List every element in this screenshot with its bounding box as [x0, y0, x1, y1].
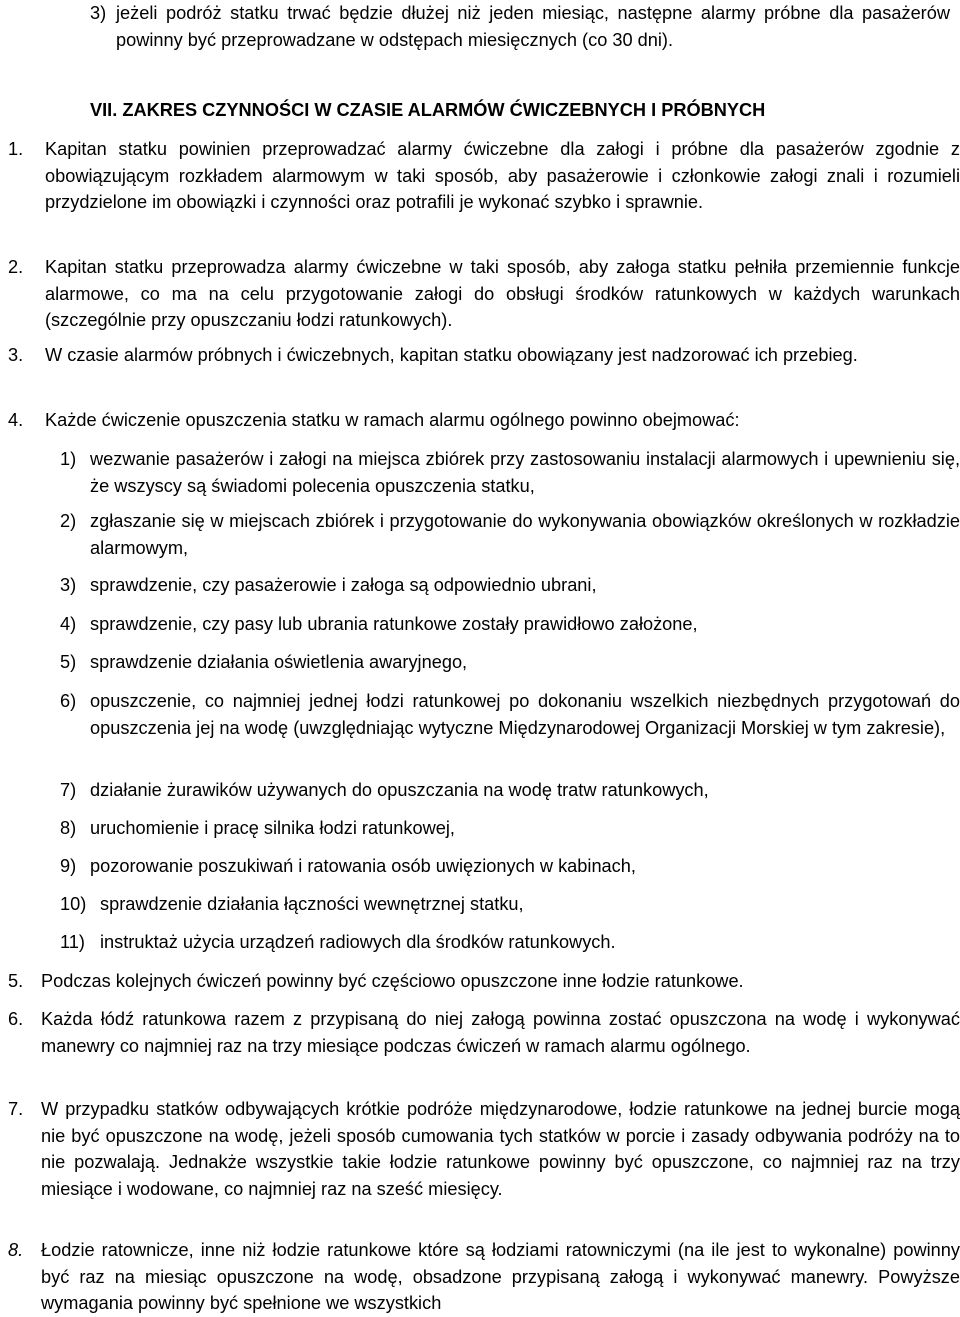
intro-text: jeżeli podróż statku trwać będzie dłużej niż jeden miesiąc, następne alarmy próbne dla pasażerów powinny być przeprowadzane w odstępach miesięcznych (co 30 dni).	[116, 3, 950, 50]
subitem-text: instruktaż użycia urządzeń radiowych dla środków ratunkowych.	[100, 932, 616, 952]
subitem-text: sprawdzenie działania łączności wewnętrznej statku,	[100, 894, 524, 914]
point-text: Każda łódź ratunkowa razem z przypisaną do niej załogą powinna zostać opuszczona na wodę i wykonywać manewry co najmniej raz na trzy miesiące podczas ćwiczeń w ramach alarmu ogólnego.	[41, 1009, 960, 1056]
subitem-text: sprawdzenie, czy pasażerowie i załoga są odpowiednio ubrani,	[90, 575, 597, 595]
subitem-number: 1)	[60, 449, 77, 469]
subitem-8	[60, 815, 960, 842]
subitem-text: wezwanie pasażerów i załogi na miejsca zbiórek przy zastosowaniu instalacji alarmowych i upewnieniu się, że wszyscy są świadomi polecenia opuszczenia statku,	[90, 449, 960, 496]
subitem-5	[60, 649, 960, 676]
subitem-number: 3)	[60, 575, 77, 595]
point-1	[8, 136, 960, 216]
subitem-9	[60, 853, 960, 880]
subitem-3	[60, 572, 960, 599]
point-text: Kapitan statku powinien przeprowadzać alarmy ćwiczebne dla załogi i próbne dla pasażerów zgodnie z obowiązującym rozkładem alarmowym w taki sposób, aby pasażerowie i członkowie załogi znali i rozumieli przydzielone im obowiązki i czynności oraz potrafili je wykonać szybko i sprawnie.	[45, 139, 960, 212]
subitem-number: 10)	[60, 894, 87, 914]
subitem-text: pozorowanie poszukiwań i ratowania osób uwięzionych w kabinach,	[90, 856, 636, 876]
subitem-text: sprawdzenie, czy pasy lub ubrania ratunkowe zostały prawidłowo założone,	[90, 614, 698, 634]
point-number: 8.	[8, 1240, 24, 1260]
point-number: 6.	[8, 1009, 24, 1029]
point-6	[8, 1006, 960, 1059]
point-text: Każde ćwiczenie opuszczenia statku w ramach alarmu ogólnego powinno obejmować:	[45, 410, 740, 430]
subitem-text: sprawdzenie działania oświetlenia awaryjnego,	[90, 652, 468, 672]
subitem-number: 2)	[60, 511, 77, 531]
subitem-2	[60, 508, 960, 561]
point-3	[8, 342, 960, 369]
subitem-number: 7)	[60, 780, 77, 800]
subitem-number: 6)	[60, 691, 77, 711]
point-5	[8, 968, 960, 995]
point-8	[8, 1237, 960, 1317]
point-text: Łodzie ratownicze, inne niż łodzie ratunkowe które są łodziami ratowniczymi (na ile jest to wykonalne) powinny być raz na miesiąc opuszczone na wodę, obsadzone przypisaną załogą i wykonywać manewry. Powyższe wymagania powinny być spełnione we wszystkich	[41, 1240, 960, 1313]
intro-number: 3)	[90, 3, 107, 23]
point-2	[8, 254, 960, 334]
point-number: 7.	[8, 1099, 24, 1119]
subitem-text: zgłaszanie się w miejscach zbiórek i przygotowanie do wykonywania obowiązków określonych w rozkładzie alarmowym,	[90, 511, 960, 558]
point-number: 1.	[8, 139, 24, 159]
subitem-number: 8)	[60, 818, 77, 838]
point-text: Podczas kolejnych ćwiczeń powinny być częściowo opuszczone inne łodzie ratunkowe.	[41, 971, 744, 991]
section-heading: VII. ZAKRES CZYNNOŚCI W CZASIE ALARMÓW ĆWICZEBNYCH I PRÓBNYCH	[90, 100, 766, 120]
point-text: W przypadku statków odbywających krótkie podróże międzynarodowe, łodzie ratunkowe na jednej burcie mogą nie być opuszczone na wodę, jeżeli sposób cumowania tych statków w porcie i zasady odbywania podróży na to nie pozwalają. Jednakże wszystkie takie łodzie ratunkowe powinny być opuszczone, co najmniej raz na trzy miesiące i wodowane, co najmniej raz na sześć miesięcy.	[41, 1099, 960, 1199]
subitem-number: 11)	[60, 932, 85, 952]
subitem-10	[60, 891, 960, 918]
point-number: 5.	[8, 971, 24, 991]
point-number: 3.	[8, 345, 24, 365]
subitem-number: 4)	[60, 614, 77, 634]
subitem-text: działanie żurawików używanych do opuszczania na wodę tratw ratunkowych,	[90, 780, 709, 800]
subitem-7	[60, 777, 960, 804]
subitem-4	[60, 611, 960, 638]
point-7	[8, 1096, 960, 1202]
subitem-number: 9)	[60, 856, 77, 876]
intro-item	[90, 0, 950, 53]
subitem-text: uruchomienie i pracę silnika łodzi ratunkowej,	[90, 818, 455, 838]
point-text: Kapitan statku przeprowadza alarmy ćwiczebne w taki sposób, aby załoga statku pełniła przemiennie funkcje alarmowe, co ma na celu przygotowanie załogi do obsługi środków ratunkowych w każdych warunkach (szczególnie przy opuszczaniu łodzi ratunkowych).	[45, 257, 960, 330]
point-number: 4.	[8, 410, 24, 430]
point-number: 2.	[8, 257, 24, 277]
subitem-1	[60, 446, 960, 499]
point-text: W czasie alarmów próbnych i ćwiczebnych, kapitan statku obowiązany jest nadzorować ich przebieg.	[45, 345, 858, 365]
point-4	[8, 407, 960, 434]
subitem-6	[60, 688, 960, 741]
subitem-11	[60, 929, 960, 956]
subitem-number: 5)	[60, 652, 77, 672]
subitem-text: opuszczenie, co najmniej jednej łodzi ratunkowej po dokonaniu wszelkich niezbędnych przygotowań do opuszczenia jej na wodę (uwzględniając wytyczne Międzynarodowej Organizacji Morskiej w tym zakresie),	[90, 691, 960, 738]
